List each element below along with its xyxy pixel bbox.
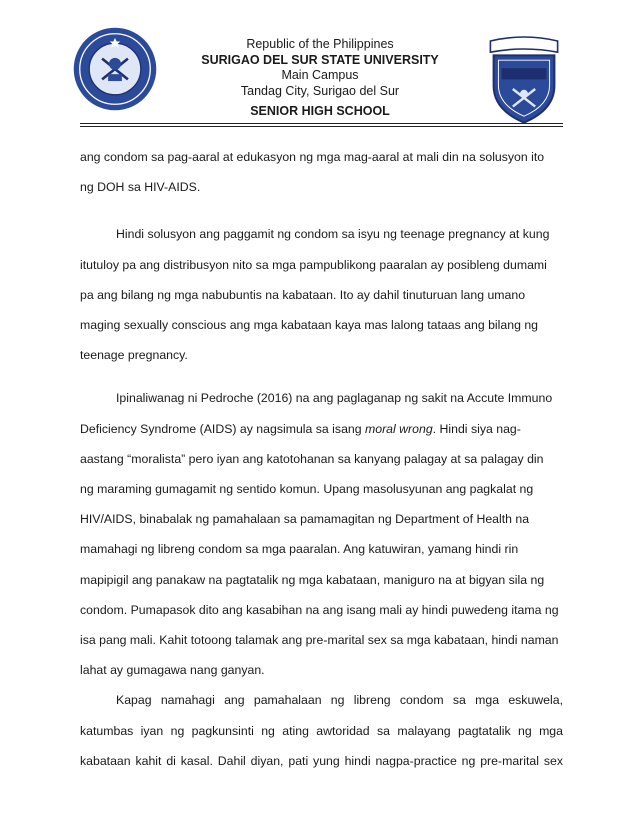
text-line: condom. Pumapasok dito ang kasabihan na ang isang mali ay hindi puwedeng itama ng bbox=[80, 602, 559, 617]
text-line: ang condom sa pag-aaral at edukasyon ng mga mag-aaral at mali din na solusyon ito bbox=[80, 150, 545, 164]
text-segment: . Hindi siya nag- bbox=[432, 421, 521, 436]
paragraph-1 bbox=[80, 142, 563, 202]
university-name: SURIGAO DEL SUR STATE UNIVERSITY bbox=[201, 52, 439, 67]
text-line: lahat ay gumagawa nang ganyan. bbox=[80, 663, 265, 678]
school-title: SENIOR HIGH SCHOOL bbox=[250, 104, 390, 119]
text-line: isa pang mali. Kahit totoong talamak ang pre-marital sex sa mga kabataan, hindi naman bbox=[80, 633, 559, 648]
text-line: ng maraming gumagamit ng sentido komun. Upang masolusyunan ang pagkalat ng bbox=[80, 482, 534, 497]
text-line: Hindi solusyon ang paggamit ng condom sa isyu ng teenage pregnancy at kung bbox=[116, 227, 550, 242]
header-text-block bbox=[170, 37, 470, 120]
text-line: Kapag namahagi ang pamahalaan ng libreng condom sa mga eskuwela, bbox=[116, 693, 563, 708]
letterhead bbox=[0, 0, 638, 140]
text-line: ng DOH sa HIV-AIDS. bbox=[80, 180, 201, 195]
emphasis-text: moral wrong bbox=[365, 421, 433, 436]
text-line: HIV/AIDS, binabalak ng pamahalaan sa pamamagitan ng Department of Health na bbox=[80, 512, 530, 527]
header-rule-top bbox=[80, 123, 563, 124]
document-body bbox=[80, 142, 563, 776]
city-line: Tandag City, Surigao del Sur bbox=[240, 83, 400, 98]
text-line: pa ang bilang ng mga nabubuntis na kabataan. Ito ay dahil tinuturuan lang umano bbox=[80, 287, 526, 302]
text-line bbox=[80, 414, 563, 444]
text-line: teenage pregnancy. bbox=[80, 348, 188, 363]
header-rule-bottom bbox=[80, 126, 563, 127]
paragraph-3 bbox=[80, 383, 563, 685]
text-line: kabataan kahit di kasal. Dahil diyan, pati yung hindi nagpa-practice ng pre-marital sex bbox=[80, 753, 563, 768]
campus-line: Main Campus bbox=[281, 68, 359, 83]
paragraph-4 bbox=[80, 685, 563, 776]
text-line: aastang “moralista” pero iyan ang katotohanan sa kanyang palagay at sa palagay din bbox=[80, 451, 544, 466]
university-seal-icon bbox=[72, 26, 158, 112]
text-line: mapipigil ang panakaw na pagtatalik ng mga kabataan, maniguro na at bigyan sila ng bbox=[80, 572, 545, 587]
text-line: Ipinaliwanag ni Pedroche (2016) na ang paglaganap ng sakit na Accute Immuno bbox=[116, 391, 553, 406]
senior-high-school-logo-icon bbox=[484, 36, 564, 126]
text-line: mamahagi ng libreng condom sa mga paaralan. Ang katuwiran, yamang hindi rin bbox=[80, 542, 519, 557]
text-segment: Deficiency Syndrome (AIDS) ay nagsimula sa isang bbox=[80, 421, 365, 436]
text-line: maging sexually conscious ang mga kabataan kaya mas lalong tataas ang bilang ng bbox=[80, 318, 539, 333]
republic-line: Republic of the Philippines bbox=[246, 37, 394, 51]
text-line: katumbas iyan ng pagkunsinti ng ating awtoridad sa malayang pagtatalik ng mga bbox=[80, 723, 563, 738]
text-line: itutuloy pa ang distribusyon nito sa mga pampublikong paaralan ay posibleng dumami bbox=[80, 257, 547, 272]
paragraph-2 bbox=[80, 219, 563, 370]
